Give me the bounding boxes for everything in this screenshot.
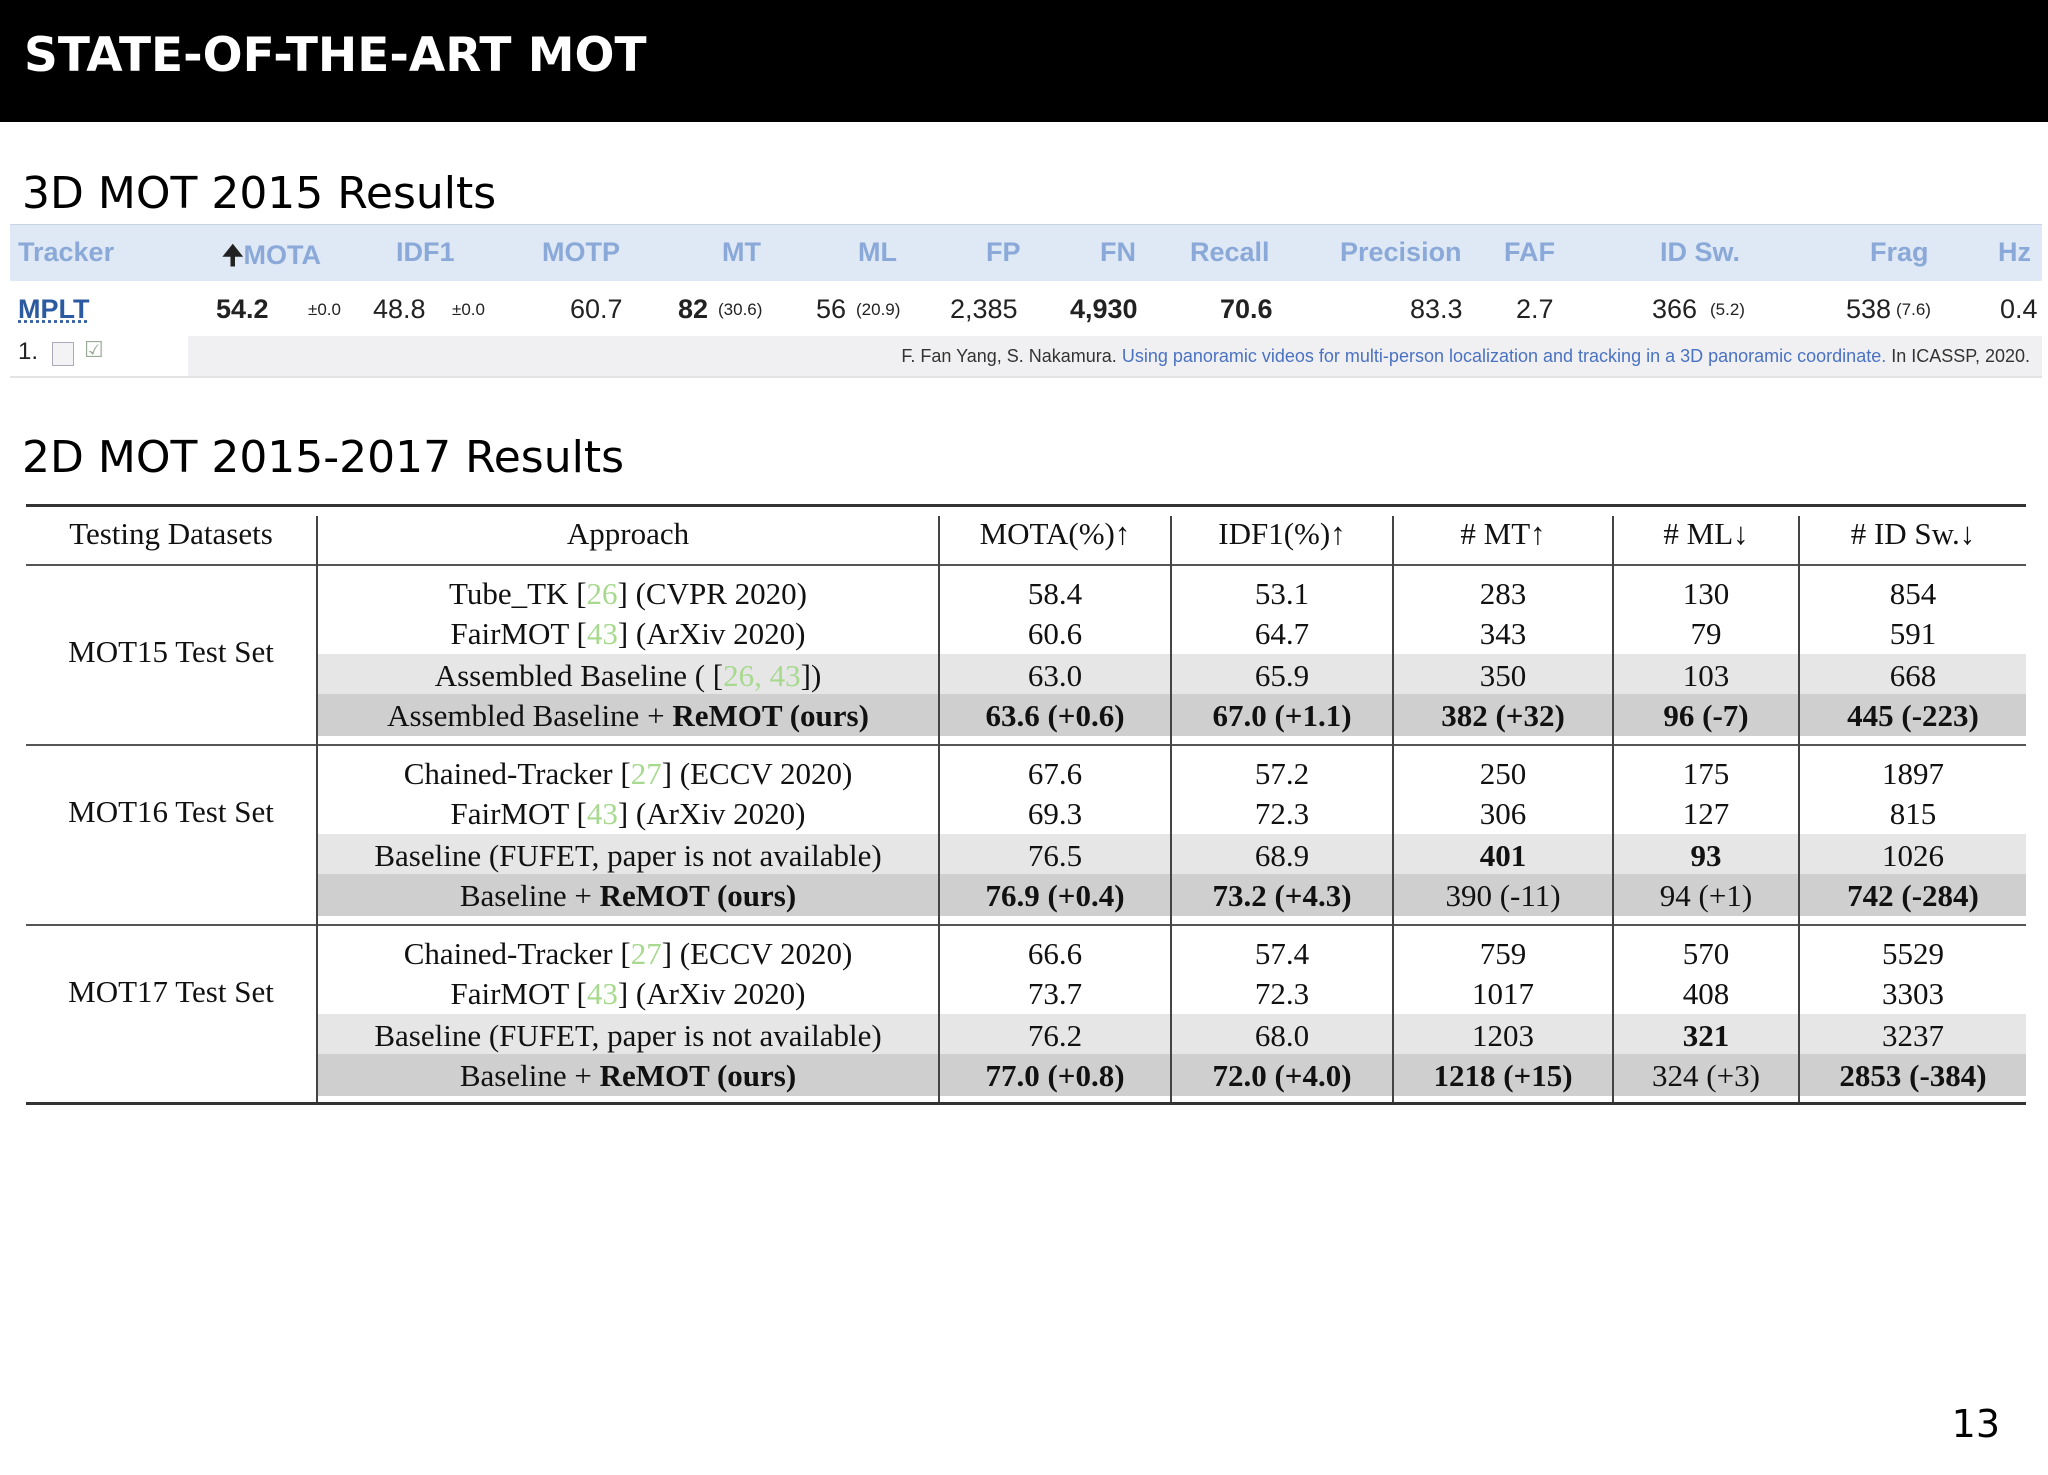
- mota-cell: 63.6 (+0.6): [985, 698, 1125, 733]
- approach-cell: FairMOT [43] (ArXiv 2020): [450, 976, 806, 1011]
- ml-value: 56: [816, 294, 847, 324]
- approach-cell: Assembled Baseline + ReMOT (ours): [387, 698, 869, 733]
- bottom-rule: [26, 1102, 2026, 1105]
- mota-cell: 76.9 (+0.4): [985, 878, 1125, 913]
- mt-cell: 401: [1479, 838, 1527, 873]
- citation-title-link[interactable]: Using panoramic videos for multi-person localization and tracking in a 3D panoramic coordinate.: [1121, 346, 1887, 366]
- mt-cell: 1017: [1472, 976, 1534, 1011]
- header-motp[interactable]: MOTP: [542, 237, 620, 267]
- recall-value: 70.6: [1220, 294, 1273, 324]
- header-idf1: IDF1(%)↑: [1218, 516, 1346, 551]
- mt-cell: 306: [1479, 796, 1527, 831]
- idf1-cell: 72.0 (+4.0): [1212, 1058, 1352, 1093]
- idsw-cell: 2853 (-384): [1839, 1058, 1987, 1093]
- idf1-cell: 73.2 (+4.3): [1212, 878, 1352, 913]
- idf1-cell: 64.7: [1254, 616, 1310, 651]
- ml-cell: 96 (-7): [1663, 698, 1749, 733]
- header-idsw[interactable]: ID Sw.: [1660, 237, 1741, 267]
- mot-table-header: [10, 224, 2042, 281]
- citation-ref-link[interactable]: 43: [586, 976, 618, 1011]
- fn-value: 4,930: [1070, 294, 1138, 324]
- ml-cell: 79: [1690, 616, 1722, 651]
- citation-ref-link[interactable]: 43: [586, 796, 618, 831]
- frag-pct: (7.6): [1896, 300, 1931, 319]
- mota-cell: 76.5: [1027, 838, 1083, 873]
- idsw-cell: 1897: [1882, 756, 1944, 791]
- mt-cell: 1203: [1472, 1018, 1534, 1053]
- mt-cell: 250: [1479, 756, 1527, 791]
- citation-ref-link[interactable]: 43: [586, 616, 618, 651]
- tracker-link[interactable]: MPLT: [18, 294, 90, 324]
- idsw-cell: 3303: [1882, 976, 1944, 1011]
- idf1-pm: ±0.0: [452, 300, 485, 319]
- mota-cell: 58.4: [1027, 576, 1083, 611]
- mota-pm: ±0.0: [308, 300, 341, 319]
- citation-authors: F. Fan Yang, S. Nakamura.: [901, 346, 1117, 366]
- idsw-cell: 5529: [1882, 936, 1944, 971]
- mt-cell: 382 (+32): [1441, 698, 1565, 733]
- ml-pct: (20.9): [856, 300, 901, 319]
- idf1-cell: 72.3: [1254, 976, 1310, 1011]
- group-rule: [26, 924, 2026, 926]
- slide-title: STATE-OF-THE-ART MOT: [24, 28, 647, 83]
- approach-cell: Chained-Tracker [27] (ECCV 2020): [403, 756, 853, 791]
- approach-cell: Baseline (FUFET, paper is not available): [374, 1018, 882, 1053]
- approach-cell: FairMOT [43] (ArXiv 2020): [450, 616, 806, 651]
- mt-cell: 759: [1479, 936, 1527, 971]
- ml-cell: 130: [1682, 576, 1730, 611]
- approach-cell: Assembled Baseline ( [26, 43]): [434, 658, 822, 693]
- fp-value: 2,385: [950, 294, 1018, 324]
- mota-cell: 73.7: [1027, 976, 1083, 1011]
- group-rule: [26, 744, 2026, 746]
- citation-ref-link[interactable]: 27: [630, 936, 662, 971]
- mt-value: 82: [678, 294, 709, 324]
- approach-cell: Baseline (FUFET, paper is not available): [374, 838, 882, 873]
- approach-cell: Baseline + ReMOT (ours): [459, 878, 797, 913]
- mota-cell: 67.6: [1027, 756, 1083, 791]
- idsw-cell: 854: [1889, 576, 1937, 611]
- section2-title: 2D MOT 2015-2017 Results: [22, 432, 625, 483]
- ml-cell: 570: [1682, 936, 1730, 971]
- idsw-cell: 815: [1889, 796, 1937, 831]
- mt-cell: 390 (-11): [1445, 878, 1561, 913]
- precision-value: 83.3: [1410, 294, 1463, 324]
- ml-cell: 321: [1682, 1018, 1730, 1053]
- header-tracker[interactable]: Tracker: [18, 237, 115, 267]
- header-mt[interactable]: MT: [722, 237, 761, 267]
- mota-value: 54.2: [216, 294, 269, 324]
- header-idf1[interactable]: IDF1: [396, 237, 455, 267]
- approach-cell: Tube_TK [26] (CVPR 2020): [449, 576, 807, 611]
- rank-label: 1.: [18, 338, 39, 365]
- header-mota: MOTA(%)↑: [979, 516, 1131, 551]
- mota-cell: 76.2: [1027, 1018, 1083, 1053]
- idsw-cell: 3237: [1882, 1018, 1944, 1053]
- ml-cell: 93: [1690, 838, 1722, 873]
- faf-value: 2.7: [1516, 294, 1554, 324]
- mot-table-footer: [10, 336, 2042, 378]
- idf1-cell: 68.0: [1254, 1018, 1310, 1053]
- mota-cell: 69.3: [1027, 796, 1083, 831]
- mota-cell: 63.0: [1027, 658, 1083, 693]
- header-mota[interactable]: 🠉MOTA: [222, 240, 322, 270]
- mot-table-row: [10, 282, 2042, 338]
- citation-ref-link[interactable]: 26, 43: [723, 658, 801, 693]
- mota-cell: 77.0 (+0.8): [985, 1058, 1125, 1093]
- idf1-cell: 68.9: [1254, 838, 1310, 873]
- top-rule: [26, 504, 2026, 507]
- idsw-cell: 1026: [1882, 838, 1944, 873]
- citation-venue: In ICASSP, 2020.: [1891, 346, 2030, 366]
- citation-bar: [188, 336, 2042, 376]
- dataset-label: MOT15 Test Set: [68, 634, 274, 669]
- mt-cell: 350: [1479, 658, 1527, 693]
- citation-ref-link[interactable]: 26: [586, 576, 618, 611]
- idsw-value: 366: [1652, 294, 1698, 324]
- idf1-cell: 65.9: [1254, 658, 1310, 693]
- header-approach: Approach: [566, 516, 690, 551]
- idf1-cell: 57.4: [1254, 936, 1310, 971]
- idf1-cell: 57.2: [1254, 756, 1310, 791]
- idf1-cell: 72.3: [1254, 796, 1310, 831]
- header-rule: [26, 564, 2026, 566]
- header-precision[interactable]: Precision: [1340, 237, 1462, 267]
- header-faf[interactable]: FAF: [1504, 237, 1555, 267]
- mt-cell: 283: [1479, 576, 1527, 611]
- idf1-cell: 53.1: [1254, 576, 1310, 611]
- section1-title: 3D MOT 2015 Results: [22, 168, 497, 219]
- sort-arrow-icon: 🠉: [222, 240, 244, 270]
- checkmark-icon: ☑: [84, 338, 104, 363]
- header-testing-datasets: Testing Datasets: [69, 516, 273, 551]
- idsw-cell: 742 (-284): [1847, 878, 1979, 913]
- header-hz[interactable]: Hz: [1998, 237, 2031, 267]
- online-badge-icon: [52, 342, 74, 366]
- header-recall[interactable]: Recall: [1190, 237, 1270, 267]
- mt-cell: 343: [1479, 616, 1527, 651]
- ml-cell: 127: [1682, 796, 1730, 831]
- header-ml: # ML↓: [1663, 516, 1749, 551]
- approach-cell: Baseline + ReMOT (ours): [459, 1058, 797, 1093]
- idsw-cell: 445 (-223): [1847, 698, 1979, 733]
- approach-cell: Chained-Tracker [27] (ECCV 2020): [403, 936, 853, 971]
- mt-pct: (30.6): [718, 300, 763, 319]
- dataset-label: MOT17 Test Set: [68, 974, 274, 1009]
- ml-cell: 408: [1682, 976, 1730, 1011]
- idsw-pct: (5.2): [1710, 300, 1745, 319]
- header-mt: # MT↑: [1460, 516, 1546, 551]
- mota-cell: 66.6: [1027, 936, 1083, 971]
- hz-value: 0.4: [2000, 294, 2038, 324]
- ml-cell: 94 (+1): [1659, 878, 1753, 913]
- citation-ref-link[interactable]: 27: [630, 756, 662, 791]
- dataset-label: MOT16 Test Set: [68, 794, 274, 829]
- idf1-value: 48.8: [373, 294, 426, 324]
- approach-cell: FairMOT [43] (ArXiv 2020): [450, 796, 806, 831]
- header-fn[interactable]: FN: [1100, 237, 1136, 267]
- header-idsw: # ID Sw.↓: [1850, 516, 1976, 551]
- idsw-cell: 591: [1889, 616, 1937, 651]
- page-number: 13: [1951, 1402, 2000, 1446]
- idsw-cell: 668: [1889, 658, 1937, 693]
- header-ml[interactable]: ML: [858, 237, 897, 267]
- ml-cell: 175: [1682, 756, 1730, 791]
- idf1-cell: 67.0 (+1.1): [1212, 698, 1352, 733]
- frag-value: 538: [1846, 294, 1892, 324]
- ml-cell: 324 (+3): [1652, 1058, 1760, 1093]
- mt-cell: 1218 (+15): [1433, 1058, 1573, 1093]
- header-frag[interactable]: Frag: [1870, 237, 1929, 267]
- header-fp[interactable]: FP: [986, 237, 1021, 267]
- title-bar: [0, 0, 2048, 122]
- ml-cell: 103: [1682, 658, 1730, 693]
- mota-cell: 60.6: [1027, 616, 1083, 651]
- motp-value: 60.7: [570, 294, 623, 324]
